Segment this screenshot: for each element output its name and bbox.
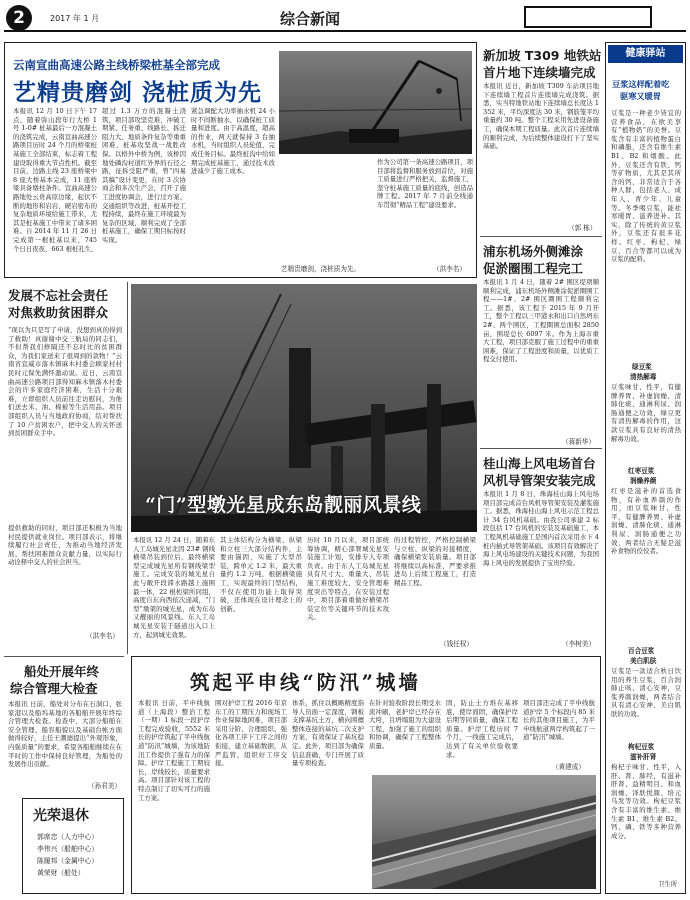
retirement-title: 光荣退休 bbox=[33, 808, 89, 824]
recipe4-body: 枸杞子味甘、性平，入肝、肾、肺经，有滋补肝肾、益精明目、和血润燥、泽肤悦颜、培元乌发等功效。枸杞豆浆含有丰富的维生素、维生素 B1、维生素 B2、钙、磷、铁等多种营养成分。 bbox=[611, 763, 681, 840]
river-embankment-photo bbox=[372, 775, 596, 889]
header-date: 2017 年 1 月 bbox=[50, 14, 100, 23]
guishan-headline-2: 风机导管架安装完成 bbox=[483, 473, 596, 488]
lead-col3: 紧急调配大功率抽水机 24 小时不间断抽水，以确保桩工质量和进度。由于高温度，超高的作业，两天就保持 3 台抽水机，当时组织人员轮值，完成任务目标。最终桩沟中给如期完成桩基施工，通过技术改进减少了施工成本。 bbox=[191, 107, 275, 176]
ship-body: 本报讯 日前，船处对分布在石洞口、张家港以及船坞基地的各船舶开展年终综合管理大检查。检查中，大部分船舶在安全管理、船容船貌以及基础台帐方面做得较好，主任王潮德提出“外观形象，内强质量”的要求，希望各船舶继续在在平时的工作中保持良好管理，为船处的发展作出贡献。 bbox=[8, 700, 122, 769]
lead-col3b bbox=[279, 158, 371, 261]
flood-col1: 本报讯 日前，平申线航道（上海段）整治工程（一期）1 标段一段护岸工程完成验收，5552 米长的护岸筑起了平申线航道“防汛”城墙，为该地防汛工作提供了强有力的保障。护岸工程施工工期较长，岸线较长，质量要求高。项目部针对该工程的特点制订了切实可行的施工方案。 bbox=[138, 699, 210, 802]
flood-col5: 固，防止土方堆在基移底，使岸面固，确保护岸后期等同质量，确保工程质量。护岸工程历时 7 个月，一线施工完成后，达到了有关单位验收要求。 bbox=[446, 699, 518, 759]
recipe1-title: 绿豆浆 bbox=[632, 363, 652, 371]
ship-headline-1: 船处开展年终 bbox=[24, 664, 100, 679]
recipe2-body: 红枣是滋补的首选食物，有补血养颜的作用，而豆浆味甘，性平，有健脾养胃、补虚润燥、清肺化痰、通淋利尿、润肠通便之功效，两者结合无疑是滋补食物的佼佼者。 bbox=[611, 487, 681, 556]
flood-headline: 筑起平申线“防汛”城墙 bbox=[190, 671, 421, 694]
charity-story bbox=[4, 282, 124, 652]
header-logo-box bbox=[524, 6, 652, 28]
flood-col2: 围对护岸工程 2016 年京东工的工期压力和现场工作业保障地困难，项目部采用分阶、合理组织、强化各项工序下工序之间的衔接，建立基础数据，从严监管，组织好工序交接。 bbox=[215, 699, 287, 768]
singapore-byline: （郭 栋） bbox=[568, 224, 597, 232]
singapore-headline-1: 新加坡 T309 地铁站 bbox=[483, 48, 602, 63]
ship-inspection-story bbox=[4, 658, 124, 788]
bridge-byline: （钱任权） bbox=[440, 640, 473, 648]
retiree-4: 黄荣财（船处） bbox=[37, 869, 85, 877]
lead-headline: 艺精贵磨剑 浇桩质为先 bbox=[13, 80, 263, 106]
bridge-col1: 本报讯 12 月 24 日，随着东人工岛城光星北因 23# 钢线横梁吊装到位后，最终横梁型完成城光星所有钢线梁型施工。完成安装的城光星自此与敞开段滞水路越上施围最一体，22 根桁梁所同组，高度自东向西依次递减，“门型”墩架的城光星，成为东岛又靓丽的风景线。东人工岛城光星安装于隧道出入口上方，起到城光效果。 bbox=[133, 536, 215, 639]
lead-kicker: 云南宣曲高速公路主线桥梁桩基全部完成 bbox=[13, 58, 220, 72]
health-title: 健康驿站 bbox=[625, 48, 666, 59]
guishan-byline: （李树美） bbox=[562, 640, 595, 648]
charity-headline-1: 发展不忘社会责任 bbox=[8, 288, 109, 303]
concrete-pump-photo bbox=[279, 51, 472, 154]
pudong-byline: （蒋新华） bbox=[562, 438, 595, 446]
flood-col3: 体系，抓住以概略精度指导人员面一定深度，钢板支撑基坑土方，横向围檩整体连接的基坑二次支护方案，有效保证了基坑稳定。此外，项目部为确保信息准确，专门开展了质量专项检查。 bbox=[292, 699, 364, 768]
recipe2-title: 红枣豆浆 bbox=[628, 467, 655, 475]
flood-col6: 项目部还完成了平申线航道护岸 5 个标段内 85 米长的其他项目施工，为平申线航道两岸构筑起了一道“防汛”城墙。 bbox=[523, 699, 595, 742]
lead-caption: 艺精贵磨剑，浇桩质为先。 bbox=[281, 265, 361, 273]
charity-divider bbox=[127, 282, 128, 654]
lead-col4: 作为公司第一条高速公路项目，项目部将监督和服务放到首位，对施工质量进行严格把关，监督施工，坚守桩基施工质量的底线，创造品牌工程。2017 年 7 月前全线通车贯彻“精品工程”建设要求。 bbox=[377, 158, 473, 209]
flood-col4: 在针对验收阶段长期受水流冲刷，老护岸已经存在大垮，且坍塌阻为大建设工程，加强了施工的组织和协调，确保了工程整体质量。 bbox=[369, 699, 441, 750]
header-rule bbox=[4, 30, 686, 32]
recipe3-title: 百合豆浆 bbox=[628, 647, 655, 655]
concrete-pump-illustration bbox=[279, 51, 472, 154]
guishan-body: 本报讯 1 月 8 日，珠海桂山海上风电场项目部完成首台风机导管架安装及灌浆施工。据悉，珠海桂山海上风电示范工程总计 34 台风机基础。由我公司承建 2 标段包括 17 台风机的安装及基础施工，本工程风机基础施工是国内首次采用水下 4 桩内插式导管架基础。该项目有效解决了海上风电场建设的关键技术问题，为我国海上风电的发展提供了宝贵经验。 bbox=[483, 490, 599, 567]
page-header bbox=[4, 4, 686, 32]
retiree-2: 李伟兴（船舶中心） bbox=[37, 845, 99, 853]
bridge-col3: 历时 10 月以来，项目部统筹协调，精心部署城光星安装施工计划，安排专人专项负责。由于东人工岛城光星具有尺寸大、重量大、吊装施工难度较大、安全管理难度突出等特点，在安装过程中，项目部着重做好横梁吊装定位等关键环节的技术攻关。 bbox=[307, 536, 389, 622]
bridge-photo-caption: “门”型墩光星成东岛靓丽风景线 bbox=[145, 494, 422, 516]
recipe4-title: 枸杞豆浆 bbox=[628, 743, 655, 751]
guishan-headline-1: 桂山海上风电场首台 bbox=[483, 456, 596, 471]
left-divider bbox=[4, 656, 124, 657]
bridge-col2: 其主体结构分为横梁、纵梁和立柱三大部分结构件，主要由锚固，实施了大型吊装，跨单元 1.2 米，最大重量约 1.2 万吨，根据横梁施工，实现最终的门型结构，不仅在使用功能上取得突破，还体现在设计理念上的创新。 bbox=[220, 536, 302, 613]
charity-body-2: 提供救助的同时，项目部还积极为当地村民提供就业岗位。项目部表示，将继续履行社会责任，为推动当地经济发展、帮扶困难群众贡献力量，以实际行动诠释中交人的社会担当。 bbox=[8, 524, 122, 567]
pudong-headline-1: 浦东机场外侧滩涂 bbox=[483, 244, 584, 259]
health-intro: 豆浆是一种老少皆宜的营养食品，在欧美享有“植物奶”的美誉。豆浆含有丰富的植物蛋白和磷脂，还含有维生素 B1、B2 和烟酸。此外，豆浆还含有铁、钙等矿物质，尤其是其所含的钙，非常适合于各种人群，包括老人、成年人、青少年、儿童等。冬季喝豆浆，能祛寒暖胃、滋养进补。其实，除了传统的黄豆浆外，豆浆还有很多花样。红枣、枸杞、绿豆、百合等都可以成为豆浆的配料。 bbox=[611, 109, 681, 264]
lead-col1: 本报讯 12 月 10 日下午 17 点，随着弥山段年行大桥 1 号 1-0# 桩基最后一方混凝土的浇筑完成，云南宣曲高速公路项目历时 24 个月的桥梁桩基施工全部结束，标志着工程建设取得重大节点性机。截至目前，边路主线 23 座桥梁中 8 座大桥基本完成，11 座桥梁具备墩柱条件。宣曲高速公路地处云贵高原边缘，起伏不断的地形和岩岩、硬岩密布的复杂地质环境给施工带来，尤其是桩基施工中带来了诸多困难。自 2014 年 11 月 26 日完成第一根桩基以来，745 个日日夜夜，663 根桩孔生, bbox=[13, 107, 97, 253]
health-headline-2: 驱寒又暖胃 bbox=[620, 91, 661, 101]
lead-story bbox=[4, 42, 477, 278]
recipe2-subtitle: 润燥养颜 bbox=[630, 477, 657, 485]
singapore-body: 本报讯 近日，新加坡 T309 车站项目地下连续墙工程首片连续墙完成浇筑。据悉，实当特地铁站地下连续墙总长度达 1352 米，平均深度达 30 米，钢筋笼平均重量约 30 吨。整个工程采用先进设备施工，确保本期工程质量。此次首片连续墙的顺利完成，为后续整体建设打下了坚实基础。 bbox=[483, 82, 599, 151]
page-number-badge bbox=[6, 5, 32, 31]
singapore-headline-2: 首片地下连续墙完成 bbox=[483, 65, 596, 80]
health-headline-1: 豆浆这样配着吃 bbox=[612, 79, 670, 89]
charity-byline: （洪李名） bbox=[86, 632, 119, 640]
charity-body: “现以为只是写了申请，没想到真的得到了救助！真谢谢中交三航局的同志们，不但帮我们修隔还不忘时比的贫困群众，为我们家送来了很周到的款物！”云南省宣威市落木镇麻木村委会顾家村村民时元保先满怀激动说。近日，云南宣曲高速公路项目部得知麻木镇落木村委会的许多家庭经济困难，生活十分艰难，立即组织人员前往走访慰问，为他们送去米、油、棉被等生活用品。项目部组织人员与当地政府协商，结对帮扶了 10 户贫困农户，把中交人的关怀送到贫困群众手中。 bbox=[8, 326, 122, 438]
recipe4-subtitle: 滋补肝肾 bbox=[630, 753, 657, 761]
lead-byline: （洪李名） bbox=[433, 265, 466, 273]
lead-col2: 超过 1.3 万方的混凝土浇筑，项目部攻坚克难，冲破工期紧、任务重、线路长、拆迁阻力大、地质条件复杂等重重困难，桩基攻坚战一战胜改保。以格外中桥为例，该桥因地处磷沟村道红外界的石径之路，征拆受阻严重，曾“四易其稿”设计变更，在时 3 次协商会和多次生产会，召开了施工进度协调会，进行过方案、交通组织等改进，桩基开挖工程持续，最终在施工环境最为复杂的区域，顺利完成了全部桩基施工，确保工期目标按时实现。 bbox=[102, 107, 186, 244]
recipe1-body: 豆浆味甘、性平，有健脾养胃、补虚润燥、清肺化痰、通淋利尿、润肠通便之功效，绿豆更有清热解毒的作用，这款豆浆具有良好的清热解毒功效。 bbox=[611, 383, 681, 443]
ship-byline: （孙君美） bbox=[88, 782, 121, 790]
bridge-col4: 的过程管控，严格控制横梁与立柱、纵梁的对接精度，确保横梁安装质量。项目部将继续以高标准、严要求推进岛上后续工程施工，打造精品工程。 bbox=[394, 536, 476, 587]
health-byline: 卫生所 bbox=[658, 880, 678, 888]
health-title-banner bbox=[608, 45, 683, 63]
page-number: 2 bbox=[13, 8, 25, 28]
recipe3-subtitle: 美白肌肤 bbox=[630, 657, 657, 665]
right-divider-1 bbox=[480, 236, 602, 237]
pudong-body: 本报讯 1 月 4 日，随着 2# 围区堤项顺顺利完成，浦东机场外侧滩涂促淤圈围工程——1#、2# 围区圈围工程顺利完工。据悉，该工程于 2015 年 9 月开工，整个工程以三甲港永和出口自然坍东 2#、两个围区，工程圈围总面积 2850 亩，围堤总长 6097 米。作为上海市重大工程，项目部克服了施工过程中的重重困难，保证了工程进度和质量，以优质工程交付使用。 bbox=[483, 278, 599, 364]
ship-headline-2: 综合管理大检查 bbox=[10, 681, 98, 696]
right-divider-2 bbox=[480, 448, 602, 449]
section-title: 综合新闻 bbox=[280, 10, 341, 28]
charity-headline-2: 对焦救助贫困群众 bbox=[8, 305, 109, 320]
river-embankment-illustration bbox=[372, 775, 596, 889]
retiree-3: 陈履邦（金属中心） bbox=[37, 857, 99, 865]
right-news-column bbox=[480, 42, 602, 652]
flood-byline: （黄建成） bbox=[552, 763, 585, 771]
flood-wall-story bbox=[131, 656, 601, 894]
health-column bbox=[605, 42, 686, 894]
recipe1-subtitle: 清热解毒 bbox=[630, 373, 657, 381]
retirement-box bbox=[22, 798, 124, 894]
pudong-headline-2: 促淤圈围工程完工 bbox=[483, 261, 584, 276]
recipe3-body: 豆浆是一款适合秋日饮用的养生豆浆，百合润肺止咳、清心安神，豆浆养颜润燥，两者结合具有清心安神、美白肌肤的功效。 bbox=[611, 667, 681, 718]
retiree-1: 郭席忠（人力中心） bbox=[37, 833, 99, 841]
bridge-crossbeam-photo bbox=[131, 284, 477, 532]
